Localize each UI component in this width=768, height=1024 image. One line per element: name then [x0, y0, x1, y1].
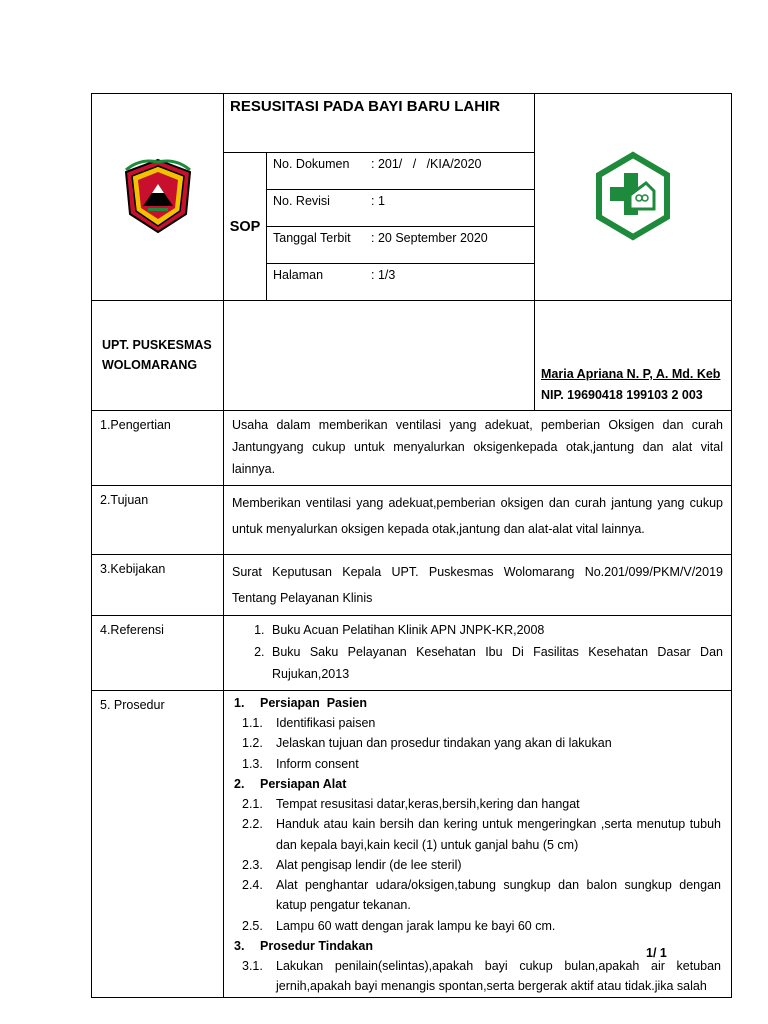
- list-item: 2.3. Alat pengisap lendir (de lee steril): [242, 857, 462, 872]
- list-item: 1.2. Jelaskan tujuan dan prosedur tindakan yang akan di lakukan: [242, 736, 612, 751]
- pengertian-text: Usaha dalam memberikan ventilasi yang adekuat, pemberian Oksigen dan curah Jantungyang cukup untuk menyalurkan oksigenkepada otak,jantung dan alat vital lainnya.: [224, 411, 732, 486]
- list-item: 1.1. Identifikasi paisen: [242, 716, 376, 730]
- signer-block: [535, 301, 732, 411]
- signer-name: Maria Apriana N. P, A. Md. Keb: [541, 366, 721, 381]
- list-item: 2.1. Tempat resusitasi datar,keras,bersih,kering dan hangat: [242, 797, 580, 811]
- signer-nip: NIP. 19690418 199103 2 003: [541, 387, 703, 402]
- referensi-label: 4.Referensi: [92, 616, 224, 691]
- regency-logo-cell: [92, 94, 224, 301]
- list-item: 2. Buku Saku Pelayanan Kesehatan Ibu Di Fasilitas Kesehatan Dasar Dan Rujukan,2013: [268, 642, 723, 686]
- list-item: 1.3. Inform consent: [242, 756, 359, 771]
- organization-name: UPT. PUSKESMAS WOLOMARANG: [92, 301, 224, 411]
- meta-tanggal: Tanggal Terbit : 20 September 2020: [267, 227, 535, 264]
- list-item: 2.2. Handuk atau kain bersih dan kering untuk mengeringkan ,serta menutup tubuh dan kepala bayi,kain kecil (1) untuk ganjal bahu (5 cm): [242, 817, 721, 852]
- puskesmas-logo-cell: [535, 94, 732, 301]
- prosedur-heading: 1. Persiapan Pasien: [234, 695, 368, 710]
- referensi-list: [224, 616, 732, 691]
- meta-dokumen: No. Dokumen : 201/ / /KIA/2020: [267, 153, 535, 190]
- document-title: RESUSITASI PADA BAYI BARU LAHIR: [224, 94, 535, 153]
- list-item: 1. Buku Acuan Pelatihan Klinik APN JNPK-KR,2008: [268, 620, 723, 642]
- prosedur-heading: 2. Persiapan Alat: [234, 776, 347, 791]
- prosedur-label: 5. Prosedur: [92, 690, 224, 997]
- sop-label: SOP: [224, 153, 267, 301]
- kebijakan-text: Surat Keputusan Kepala UPT. Puskesmas Wolomarang No.201/099/PKM/V/2019 Tentang Pelayanan Klinis: [224, 554, 732, 616]
- page-number: 1/ 1: [646, 946, 667, 960]
- meta-halaman: Halaman : 1/3: [267, 264, 535, 301]
- list-item: 2.5. Lampu 60 watt dengan jarak lampu ke bayi 60 cm.: [242, 918, 556, 933]
- meta-revisi: No. Revisi : 1: [267, 190, 535, 227]
- regency-emblem-icon: [118, 156, 198, 236]
- list-item: 2.4. Alat penghantar udara/oksigen,tabung sungkup dan balon sungkup dengan katup pengatur tekanan.: [242, 878, 721, 913]
- prosedur-heading: 3. Prosedur Tindakan: [234, 938, 373, 953]
- signature-area: [224, 301, 535, 411]
- sop-table: [91, 93, 732, 998]
- puskesmas-logo-icon: [594, 151, 672, 241]
- tujuan-label: 2.Tujuan: [92, 485, 224, 554]
- list-item: 3.1. Lakukan penilain(selintas),apakah bayi cukup bulan,apakah air ketuban jernih,apakah bayi menangis spontan,serta bergerak aktif atau tidak.jika salah: [242, 959, 721, 994]
- kebijakan-label: 3.Kebijakan: [92, 554, 224, 616]
- tujuan-text: Memberikan ventilasi yang adekuat,pemberian oksigen dan curah jantung yang cukup untuk menyalurkan oksigen kepada otak,jantung dan alat-alat vital lainnya.: [224, 485, 732, 554]
- pengertian-label: 1.Pengertian: [92, 411, 224, 486]
